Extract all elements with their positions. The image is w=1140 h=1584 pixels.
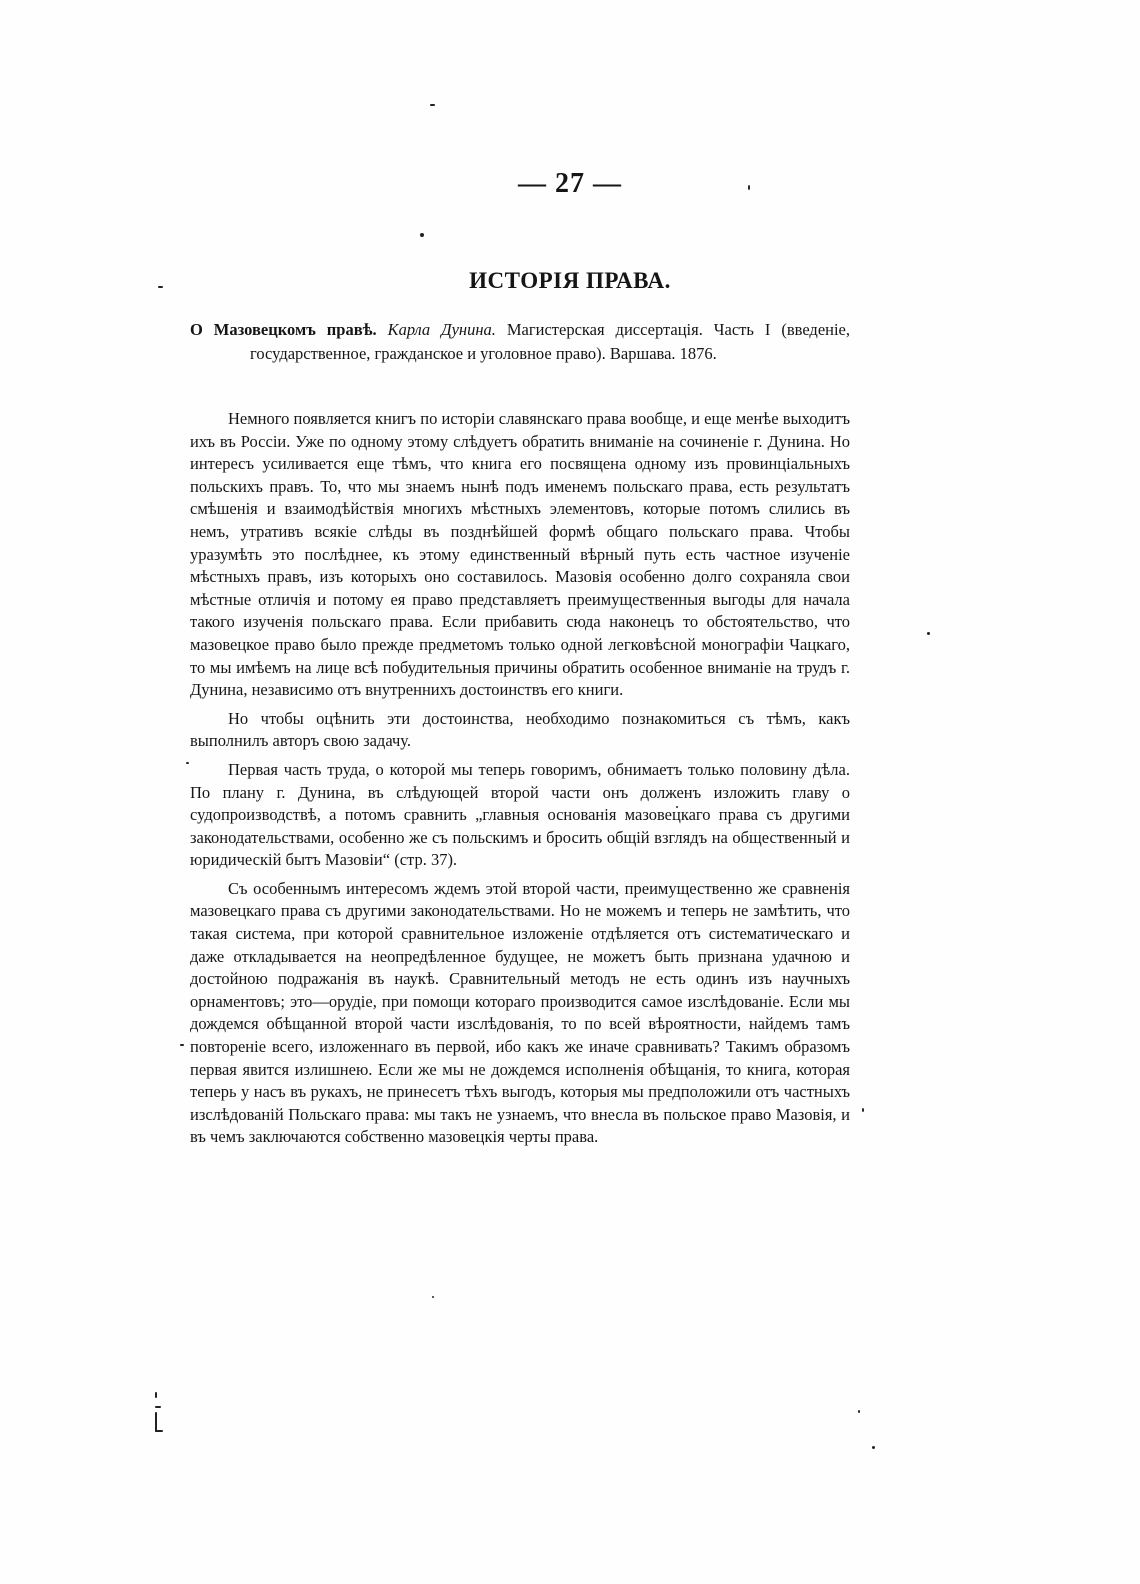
scan-speck [155,1430,163,1432]
scan-speck [430,104,435,106]
book-author: Карла Дунина. [387,320,496,339]
scan-speck [155,1392,157,1398]
section-title: ИСТОРІЯ ПРАВА. [469,268,671,293]
scan-speck [155,1412,157,1432]
scan-speck [858,1410,860,1413]
paragraph: Но чтобы оцѣнить эти достоинства, необходимо познакомиться съ тѣмъ, какъ выполнилъ авторъ свою задачу. [190,708,850,751]
scan-speck [180,1044,184,1046]
paragraph: Немного появляется книгъ по исторіи славянскаго права вообще, и еще менѣе выходитъ ихъ въ Россіи. Уже по одному этому слѣдуетъ обратить вниманіе на сочиненіе г. Дунина. Но интересъ усиливается еще тѣмъ, что книга его посвящена одному изъ провинціальныхъ польскихъ правъ. То, что мы знаемъ нынѣ подъ именемъ польскаго права, есть результатъ смѣшенія и взаимодѣйствія многихъ мѣстныхъ элементовъ, которые потомъ слились въ немъ, утративъ всякіе слѣды въ позднѣйшей формѣ общаго польскаго права. Чтобы уразумѣть это послѣднее, къ этому единственный вѣрный путь есть частное изученіе мѣстныхъ правъ, изъ которыхъ оно составилось. Мазовія особенно долго сохраняла свои мѣстные отличія и потому ея право представляетъ преимущественныя выгоды для начала такого изученія польскаго права. Если прибавить сюда наконецъ то обстоятельство, что мазовецкое право было прежде предметомъ только одной легковѣсной монографіи Чацкаго, то мы имѣемъ на лице всѣ побудительныя причины обратить особенное вниманіе на трудъ г. Дунина, независимо отъ внутреннихъ достоинствъ его книги. [190,409,850,700]
scan-speck [872,1446,875,1449]
scan-speck [186,762,189,764]
scan-speck [862,1108,864,1112]
book-details: Магистерская диссертація. Часть I (введеніе, государственное, гражданское и уголовное право). Варшава. 1876. [250,320,851,363]
paragraph: Съ особеннымъ интересомъ ждемъ этой второй части, преимущественно же сравненія мазовецкаго права съ другими законодательствами. Но не можемъ и теперь не замѣтить, что такая система, при которой сравнительное изложеніе отдѣляется отъ систематическаго и даже откладывается на неопредѣленное будущее, не можетъ быть признана удачною и достойною подражанія въ наукѣ. Сравнительный методъ не есть одинъ изъ научныхъ орнаментовъ; это—орудіе, при помощи котораго производится самое изслѣдованіе. Если мы дождемся обѣщанной второй части изслѣдованія, то по всей вѣроятности, найдемъ тамъ повтореніе всего, изложеннаго въ первой, ибо какъ же иначе сравнивать? Такимъ образомъ первая явится излишнею. Если же мы не дождемся исполненія обѣщанія, то книга, которая теперь у насъ въ рукахъ, не принесетъ тѣхъ выгодъ, которыя мы предположили отъ частныхъ изслѣдованій Польскаго права: мы такъ не узнаемъ, что внесла въ польское право Мазовія, и въ чемъ заключаются собственно мазовецкія черты права. [190,878,850,1147]
review-body [190,408,850,1155]
book-title: О Мазовецкомъ правѣ. [190,320,377,339]
paragraph: Первая часть труда, о которой мы теперь говоримъ, обнимаетъ только половину дѣла. По плану г. Дунина, въ слѣдующей второй части онъ долженъ изложить главу о судопроизводствѣ, а потомъ сравнить „главныя основанія мазовецкаго права съ другими законодательствами, особенно же съ польскимъ и бросить общій взглядъ на общественный и юридическій бытъ Мазовіи“ (стр. 37). [190,759,850,870]
scan-speck [155,1406,161,1408]
scan-speck [420,233,424,237]
page-number: — 27 — [518,168,622,199]
scan-speck [927,632,930,635]
scan-speck [432,1296,434,1298]
bibliographic-entry [190,318,850,366]
